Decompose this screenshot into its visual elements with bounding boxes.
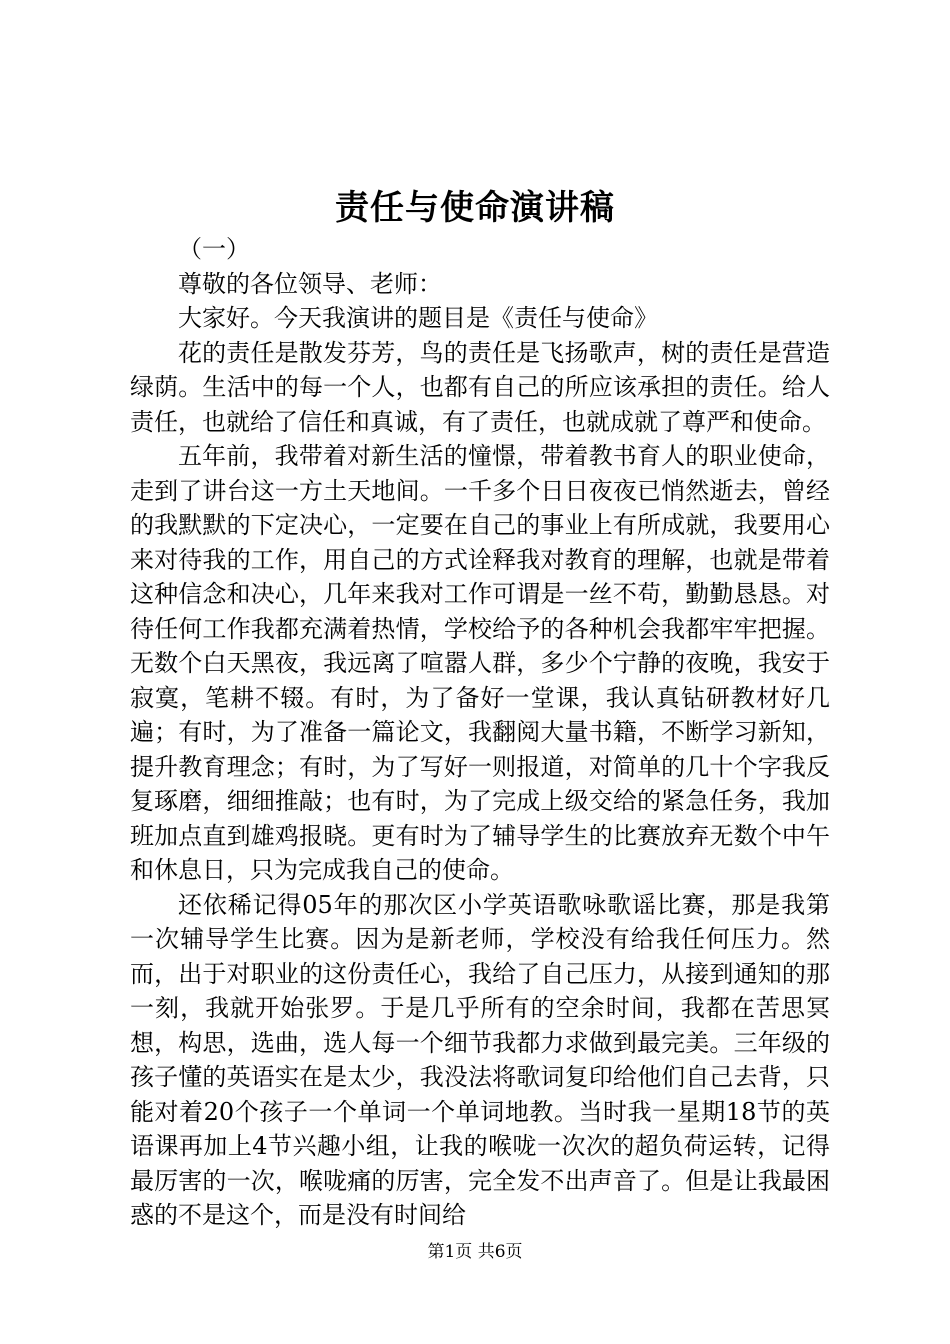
document-body — [130, 232, 830, 1233]
salutation: 尊敬的各位领导、老师： — [178, 269, 442, 298]
section-number: （一） — [178, 235, 250, 263]
document-title: 责任与使命演讲稿 — [335, 188, 615, 228]
body-paragraph: 五年前，我带着对新生活的憧憬，带着教书育人的职业使命，走到了讲台这一方土天地间。一千多个日日夜夜已悄然逝去，曾经的我默默的下定决心，一定要在自己的事业上有所成就，我要用心来对待我的工作，用自己的方式诠释我对教育的理解，也就是带着这种信念和决心，几年来我对工作可谓是一丝不苟，勤勤恳恳。对待任何工作我都充满着热情，学校给予的各种机会我都牢牢把握。无数个白天黑夜，我远离了喧嚣人群，多少个宁静的夜晚，我安于寂寞，笔耕不辍。有时，为了备好一堂课，我认真钻研教材好几遍；有时，为了准备一篇论文，我翻阅大量书籍，不断学习新知，提升教育理念；有时，为了写好一则报道，对简单的几十个字我反复琢磨，细细推敲；也有时，为了完成上级交给的紧急任务，我加班加点直到雄鸡报晓。更有时为了辅导学生的比赛放弃无数个中午和休息日，只为完成我自己的使命。 — [130, 442, 830, 884]
greeting-paragraph: 大家好。今天我演讲的题目是《责任与使命》 — [178, 304, 658, 332]
page-footer: 第1页 共6页 — [427, 1242, 523, 1262]
body-paragraph: 还依稀记得05年的那次区小学英语歌咏歌谣比赛，那是我第一次辅导学生比赛。因为是新老师，学校没有给我任何压力。然而，出于对职业的这份责任心，我给了自己压力，从接到通知的那一刻，我就开始张罗。于是几乎所有的空余时间，我都在苦思冥想，构思，选曲，选人每一个细节我都力求做到最完美。三年级的孩子懂的英语实在是太少，我没法将歌词复印给他们自己去背，只能对着20个孩子一个单词一个单词地教。当时我一星期18节的英语课再加上4节兴趣小组，让我的喉咙一次次的超负荷运转，记得最厉害的一次，喉咙痛的厉害，完全发不出声音了。但是让我最困惑的不是这个，而是没有时间给 — [130, 890, 830, 1229]
body-paragraph: 花的责任是散发芬芳，鸟的责任是飞扬歌声，树的责任是营造绿荫。生活中的每一个人，也都有自己的所应该承担的责任。给人责任，也就给了信任和真诚，有了责任，也就成就了尊严和使命。 — [130, 338, 830, 436]
